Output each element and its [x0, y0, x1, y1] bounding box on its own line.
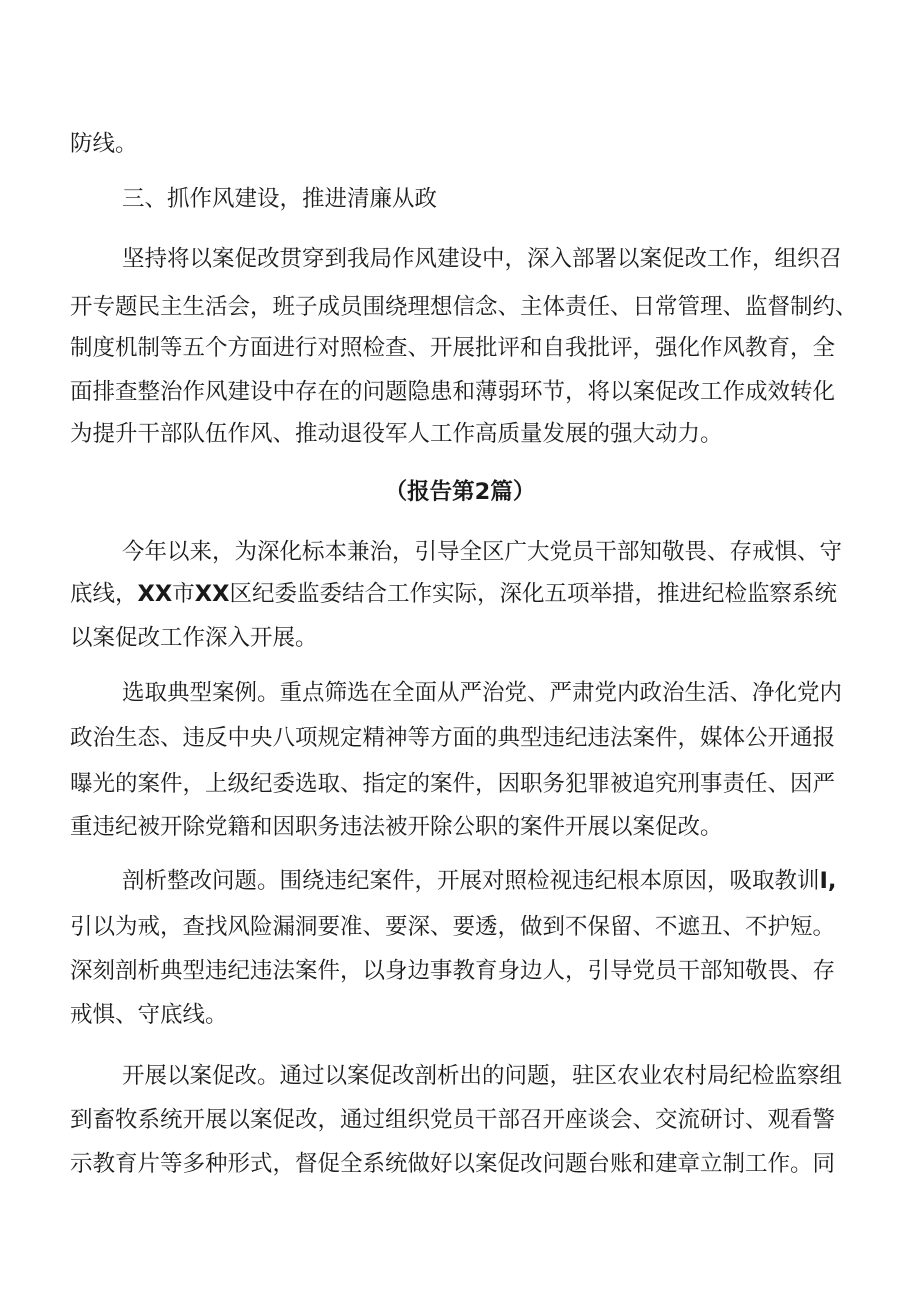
text-line: 重违纪被开除党籍和因职务违法被开除公职的案件开展以案促改。 — [70, 814, 723, 840]
text-line: 到畜牧系统开展以案促改，通过组织党员干部召开座谈会、交流研讨、观看警 — [70, 1107, 836, 1133]
section-heading: 三、抓作风建设，推进清廉从政 — [122, 186, 438, 212]
text-line: 开展以案促改。通过以案促改剖析出的问题，驻区农业农村局纪检监察组 — [122, 1063, 843, 1089]
text-line: 为提升干部队伍作风、推动退役军人工作高质量发展的强大动力。 — [70, 421, 723, 447]
text-line: 曝光的案件，上级纪委选取、指定的案件，因职务犯罪被追究刑事责任、因严 — [70, 771, 836, 797]
report-title: （报告第2篇） — [384, 479, 536, 505]
text-line: 底线，XX市XX区纪委监委结合工作实际，深化五项举措，推进纪检监察系统 — [70, 581, 837, 607]
text-line: 选取典型案例。重点筛选在全面从严治党、严肃党内政治生活、净化党内 — [122, 680, 843, 706]
text-line: 以案促改工作深入开展。 — [70, 625, 318, 651]
text-line: 政治生态、违反中央八项规定精神等方面的典型违纪违法案件，媒体公开通报 — [70, 725, 836, 751]
text-line: 坚持将以案促改贯穿到我局作风建设中，深入部署以案促改工作，组织召 — [122, 246, 843, 272]
text-line: 面排查整治作风建设中存在的问题隐患和薄弱环节，将以案促改工作成效转化 — [70, 379, 836, 405]
text-line: 戒惧、守底线。 — [70, 1002, 228, 1028]
text-line: 引以为戒，查找风险漏洞要准、要深、要透，做到不保留、不遮丑、不护短。 — [70, 914, 836, 940]
text-line: 开专题民主生活会，班子成员围绕理想信念、主体责任、日常管理、监督制约、 — [70, 294, 858, 320]
placeholder-city: XX — [137, 581, 173, 607]
text-line: 今年以来，为深化标本兼治，引导全区广大党员干部知敬畏、存戒惧、守 — [122, 539, 843, 565]
text-line: 制度机制等五个方面进行对照检查、开展批评和自我批评，强化作风教育，全 — [70, 335, 836, 361]
text-line: 示教育片等多种形式，督促全系统做好以案促改问题台账和建章立制工作。同 — [70, 1151, 836, 1177]
text-line: 深刻剖析典型违纪违法案件，以身边事教育身边人，引导党员干部知敬畏、存 — [70, 958, 836, 984]
placeholder-district: XX — [194, 581, 230, 607]
text-line: 剖析整改问题。围绕违纪案件，开展对照检视违纪根本原因，吸取教训I, — [122, 868, 837, 894]
stray-mark: I, — [819, 868, 837, 894]
text-line: 防线。 — [70, 131, 138, 157]
